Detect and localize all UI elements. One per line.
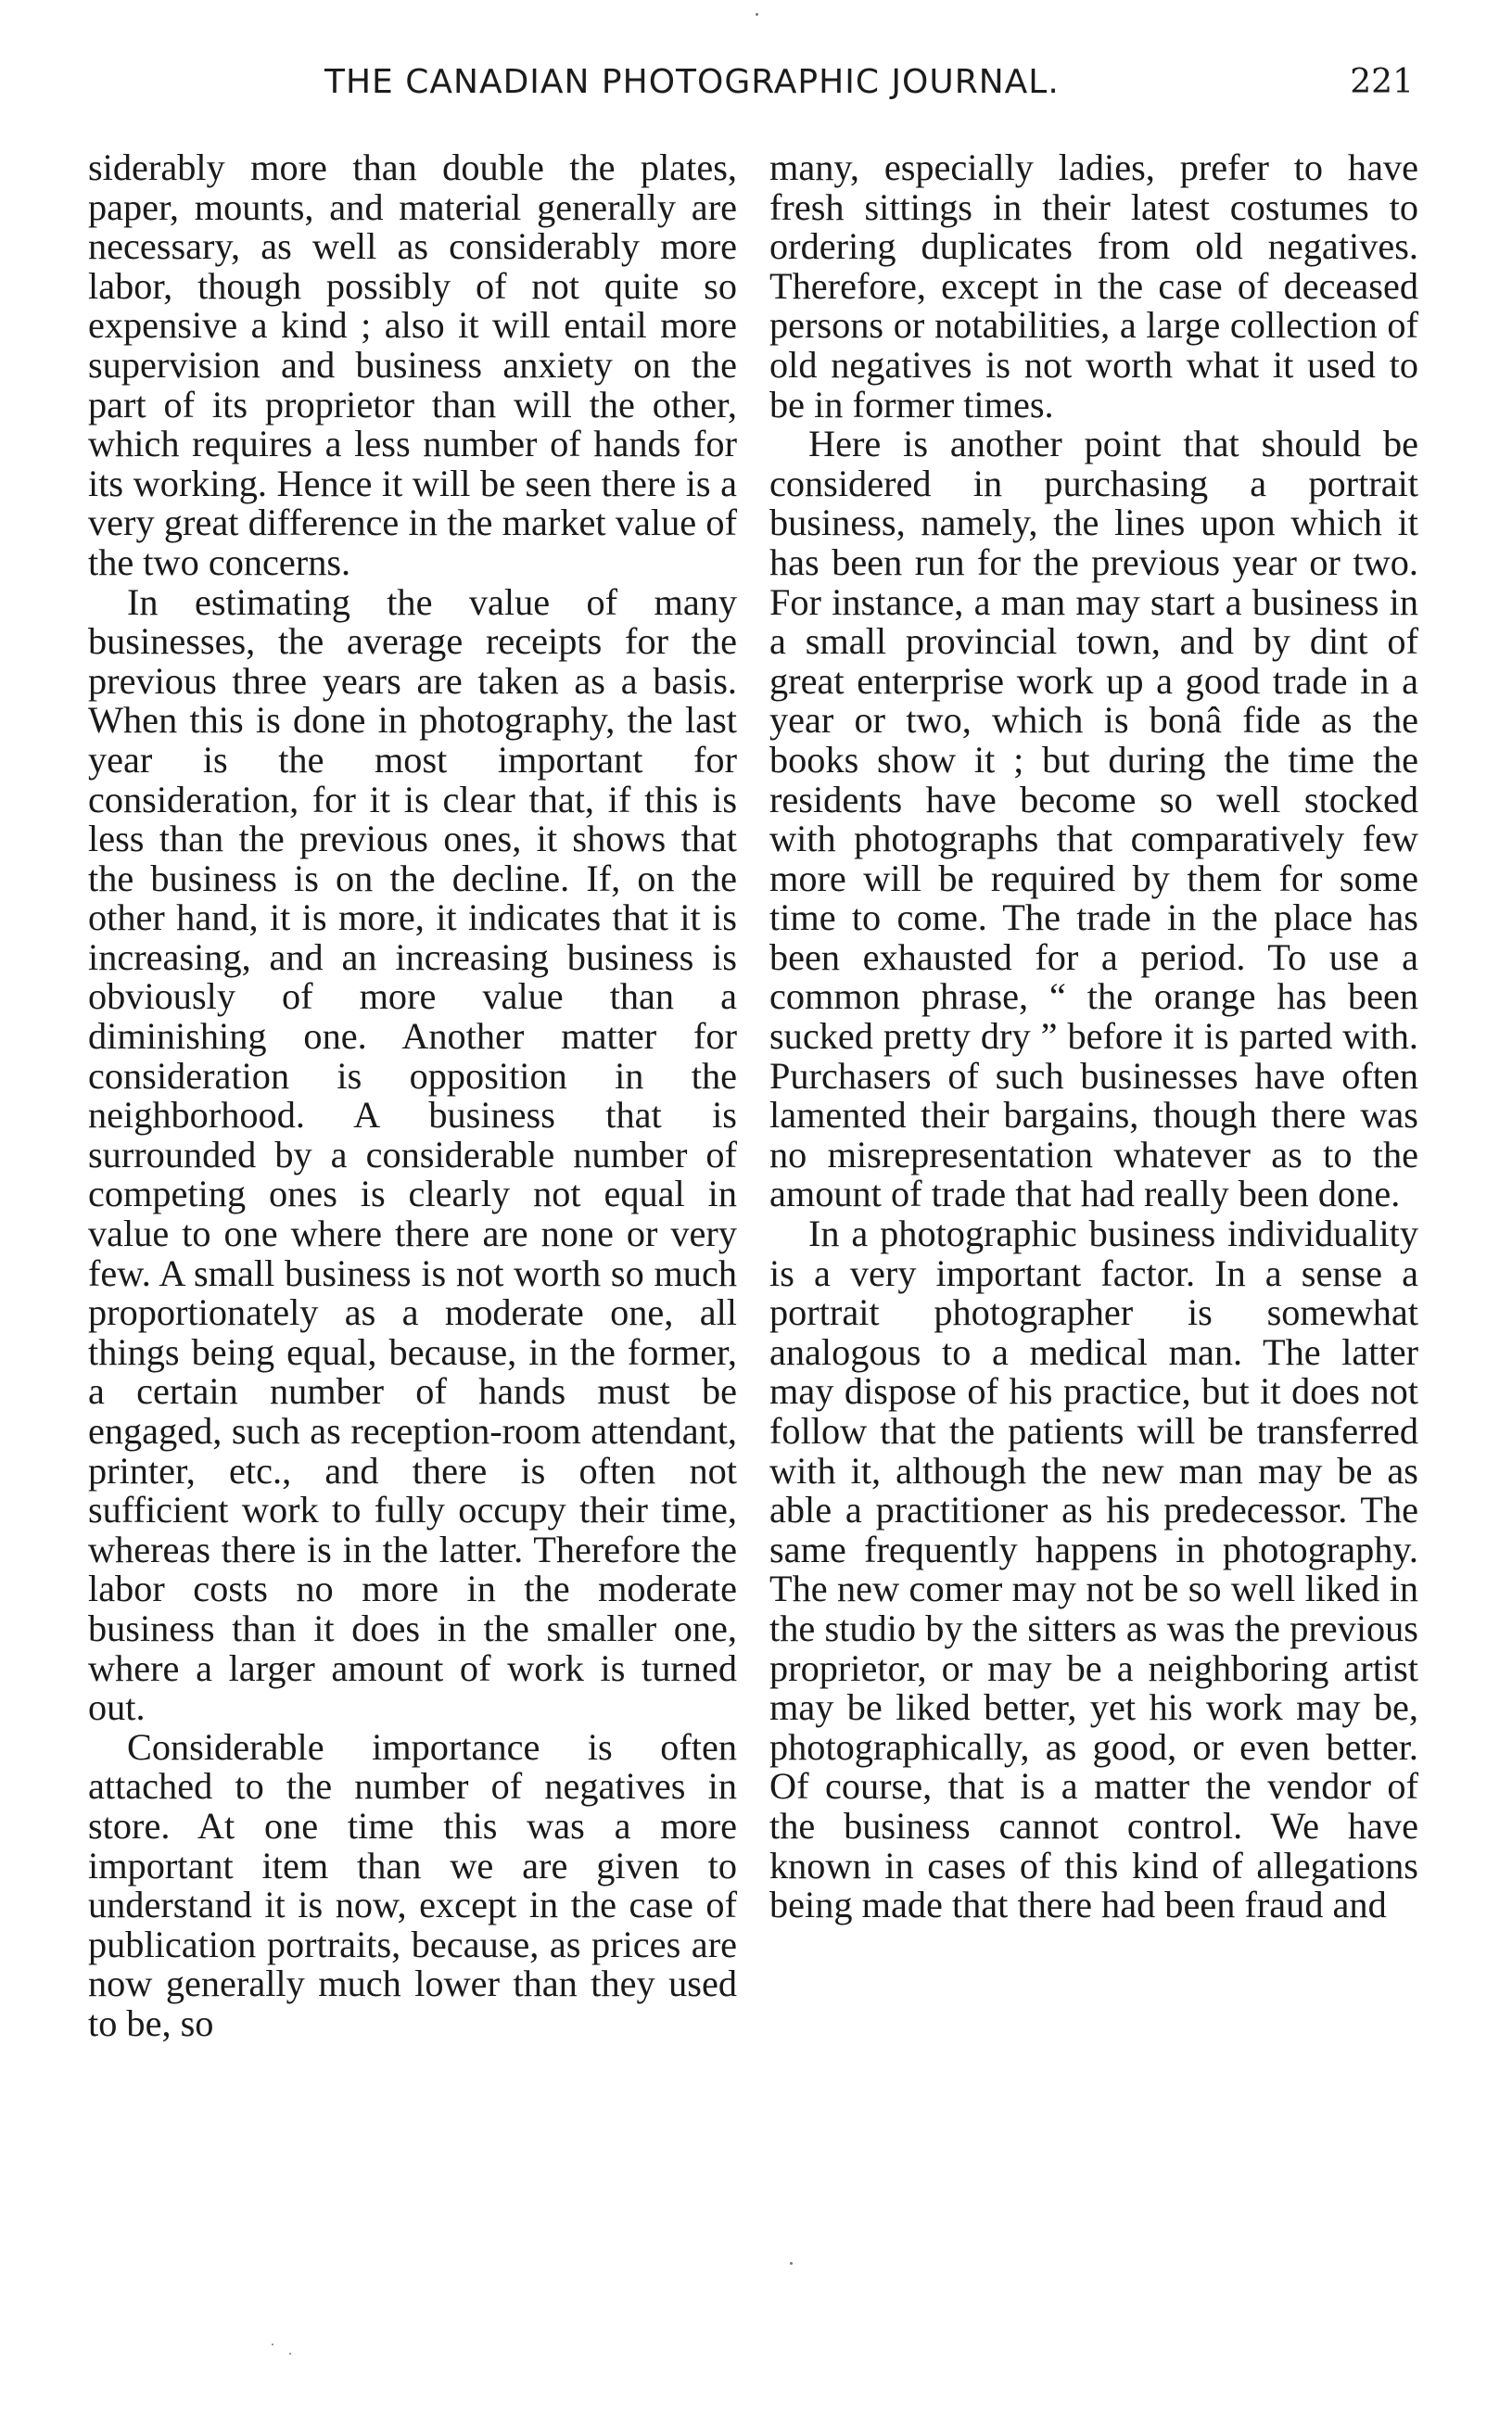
paragraph-cost-of-businesses: siderably more than double the plates, paper, mounts, and material generally are necessary, as well as considerably more labor, though possibly of not quite so expensive a kind ; also it will entail more supervision and business anxiety on the part of its proprietor than will the other, which requires a less number of hands for its working. Hence it will be seen there is a very great difference in the market value of the two concerns. — [88, 146, 737, 583]
running-head — [88, 63, 1414, 119]
paragraph-negatives-in-store: Considerable importance is often attached to the number of negatives in store. At one time this was a more important item than we are given to understand it is now, except in the case of publication portraits, because, as prices are now generally much lower than they used to be, so — [88, 1725, 737, 2044]
print-speck — [272, 2344, 273, 2345]
print-speck — [289, 2353, 291, 2355]
paragraph-previous-year: Here is another point that should be considered in purchasing a portrait business, namely, the lines upon which it has been run for the previous year or two. For instance, a man may start a business in a small provincial town, and by dint of great enterprise work up a good trade in a year or two, which is bonâ fide as the books show it ; but during the time the residents have become so well stocked with photographs that comparatively few more will be required by them for some time to come. The trade in the place has been exhausted for a period. To use a common phrase, “ the orange has been sucked pretty dry ” before it is parted with. Purchasers of such businesses have often lamented their bargains, though there was no misrepresentation whatever as to the amount of trade that had really been done. — [769, 423, 1418, 1215]
left-column — [88, 148, 737, 2044]
paragraph-fresh-sittings: many, especially ladies, prefer to have fresh sittings in their latest costumes to ordering duplicates from old negatives. Therefore, except in the case of deceased persons or notabilities, a large collection of old negatives is not worth what it used to be in former times. — [769, 146, 1418, 426]
journal-title: THE CANADIAN PHOTOGRAPHIC JOURNAL. — [324, 63, 1060, 101]
page-number: 221 — [1350, 63, 1414, 101]
print-speck — [756, 13, 758, 16]
print-speck — [790, 2262, 793, 2265]
paragraph-individuality: In a photographic business individuality is a very important factor. In a sense a portrait photographer is somewhat analogous to a medical man. The latter may dispose of his practice, but it does not follow that the patients will be transferred with it, although the new man may be as able a practitioner as his predecessor. The same frequently happens in photography. The new comer may not be so well liked in the studio by the sitters as was the previous proprietor, or may be a neighboring artist may be liked better, yet his work may be, photographically, as good, or even better. Of course, that is a matter the vendor of the business cannot control. We have known in cases of this kind of allegations being made that there had been fraud and — [769, 1213, 1418, 1926]
right-column — [769, 148, 1418, 1925]
paragraph-estimating-value: In estimating the value of many businesses, the average receipts for the previous three years are taken as a basis. When this is done in photography, the last year is the most important for consideration, for it is clear that, if this is less than the previous ones, it shows that the business is on the decline. If, on the other hand, it is more, it indicates that it is increasing, and an increasing business is obviously of more value than a diminishing one. Another matter for consideration is opposition in the neighborhood. A business that is surrounded by a considerable number of competing ones is clearly not equal in value to one where there are none or very few. A small business is not worth so much proportionately as a moderate one, all things being equal, because, in the former, a certain number of hands must be engaged, such as reception-room attendant, printer, etc., and there is often not sufficient work to fully occupy their time, whereas there is in the latter. Therefore the labor costs no more in the moderate business than it does in the smaller one, where a larger amount of work is turned out. — [88, 580, 737, 1729]
